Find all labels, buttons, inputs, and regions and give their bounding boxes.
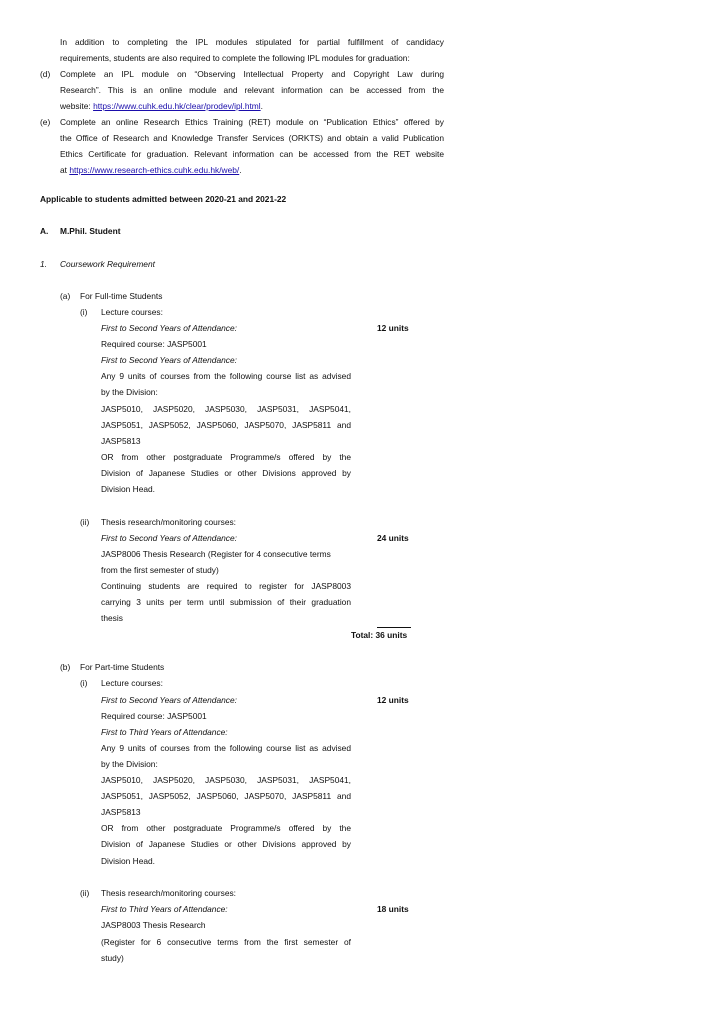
part-time-title: For Part-time Students: [80, 662, 165, 672]
ft-lecture-period: First to Second Years of Attendance:: [101, 323, 237, 333]
pt-or-line: Division of Japanese Studies or other Divisions approved by: [101, 839, 351, 849]
ft-lecture-units: 12 units: [377, 323, 409, 333]
ft-course-list-line: JASP5813: [101, 436, 141, 446]
item-e-marker: (e): [40, 117, 51, 127]
pt-course-list-line: JASP5010, JASP5020, JASP5030, JASP5031, JASP5041,: [101, 775, 351, 785]
pt-thesis-course-line: JASP8003 Thesis Research: [101, 920, 206, 930]
item-e-line: [60, 165, 242, 176]
item-e-line: Complete an online Research Ethics Training (RET) module on “Publication Ethics” offered by: [60, 117, 444, 127]
item-e-line: the Office of Research and Knowledge Transfer Services (ORKTS) and obtain a valid Publication: [60, 133, 444, 143]
ft-lecture-marker: (i): [80, 307, 88, 317]
intro-line: In addition to completing the IPL modules stipulated for partial fulfillment of candidacy: [60, 37, 444, 47]
item-e-line: Ethics Certificate for graduation. Relevant information can be accessed from the RET website: [60, 149, 444, 159]
ft-thesis-marker: (ii): [80, 517, 90, 527]
pt-course-list-line: JASP5813: [101, 807, 141, 817]
section-1-marker: 1.: [40, 259, 47, 269]
ft-or-line: Division of Japanese Studies or other Divisions approved by: [101, 468, 351, 478]
item-e-suffix: .: [239, 165, 242, 175]
pt-lecture-period: First to Third Years of Attendance:: [101, 727, 228, 737]
item-d-marker: (d): [40, 69, 51, 79]
section-a-title: M.Phil. Student: [60, 226, 121, 236]
pt-lecture-period: First to Second Years of Attendance:: [101, 695, 237, 705]
ft-lecture-period: First to Second Years of Attendance:: [101, 355, 237, 365]
applicable-heading: Applicable to students admitted between 2020-21 and 2021-22: [40, 194, 287, 204]
pt-register-line: (Register for 6 consecutive terms from the first semester of: [101, 937, 351, 947]
pt-lecture-title: Lecture courses:: [101, 678, 163, 688]
ft-thesis-period: First to Second Years of Attendance:: [101, 533, 237, 543]
section-1-title: Coursework Requirement: [60, 259, 155, 269]
item-d-prefix: website:: [60, 101, 94, 111]
pt-thesis-marker: (ii): [80, 888, 90, 898]
ft-or-line: OR from other postgraduate Programme/s offered by the: [101, 452, 351, 462]
ft-lecture-title: Lecture courses:: [101, 307, 163, 317]
ft-thesis-title: Thesis research/monitoring courses:: [101, 517, 236, 527]
pt-or-line: OR from other postgraduate Programme/s offered by the: [101, 823, 351, 833]
item-d-line: [60, 101, 263, 112]
ft-continuing-line: Continuing students are required to register for JASP8003: [101, 581, 351, 591]
ret-website-link[interactable]: https://www.research-ethics.cuhk.edu.hk/web/: [69, 165, 240, 175]
item-d-line: Complete an IPL module on “Observing Intellectual Property and Copyright Law during: [60, 69, 444, 79]
ft-thesis-course-line: JASP8006 Thesis Research (Register for 4 consecutive terms: [101, 549, 331, 559]
ft-required-course: Required course: JASP5001: [101, 339, 207, 349]
item-e-prefix: at: [60, 165, 70, 175]
part-time-marker: (b): [60, 662, 71, 672]
pt-thesis-period: First to Third Years of Attendance:: [101, 904, 228, 914]
intro-line: requirements, students are also required to complete the following IPL modules for graduation:: [60, 53, 410, 63]
pt-lecture-units: 12 units: [377, 695, 409, 705]
pt-required-course: Required course: JASP5001: [101, 711, 207, 721]
pt-thesis-title: Thesis research/monitoring courses:: [101, 888, 236, 898]
item-d-line: Research”. This is an online module and relevant information can be accessed from the: [60, 85, 444, 95]
ft-or-line: Division Head.: [101, 484, 155, 494]
ft-continuing-line: carrying 3 units per term until submission of their graduation: [101, 597, 351, 607]
ft-continuing-line: thesis: [101, 613, 123, 623]
ft-course-list-line: JASP5051, JASP5052, JASP5060, JASP5070, JASP5811 and: [101, 420, 351, 430]
ft-any9-line: by the Division:: [101, 387, 158, 397]
ft-any9-line: Any 9 units of courses from the following course list as advised: [101, 371, 351, 381]
ft-total: Total: 36 units: [351, 630, 408, 640]
section-a-marker: A.: [40, 226, 49, 236]
item-d-suffix: .: [260, 101, 263, 111]
full-time-marker: (a): [60, 291, 71, 301]
ft-course-list-line: JASP5010, JASP5020, JASP5030, JASP5031, JASP5041,: [101, 404, 351, 414]
full-time-title: For Full-time Students: [80, 291, 163, 301]
ft-thesis-course-line: from the first semester of study): [101, 565, 219, 575]
pt-lecture-marker: (i): [80, 678, 88, 688]
total-divider: [377, 627, 411, 628]
pt-or-line: Division Head.: [101, 856, 155, 866]
ft-thesis-units: 24 units: [377, 533, 409, 543]
pt-register-line: study): [101, 953, 124, 963]
ipl-module-link[interactable]: https://www.cuhk.edu.hk/clear/prodev/ipl.html: [93, 101, 261, 111]
pt-any9-line: Any 9 units of courses from the following course list as advised: [101, 743, 351, 753]
pt-any9-line: by the Division:: [101, 759, 158, 769]
pt-thesis-units: 18 units: [377, 904, 409, 914]
pt-course-list-line: JASP5051, JASP5052, JASP5060, JASP5070, JASP5811 and: [101, 791, 351, 801]
